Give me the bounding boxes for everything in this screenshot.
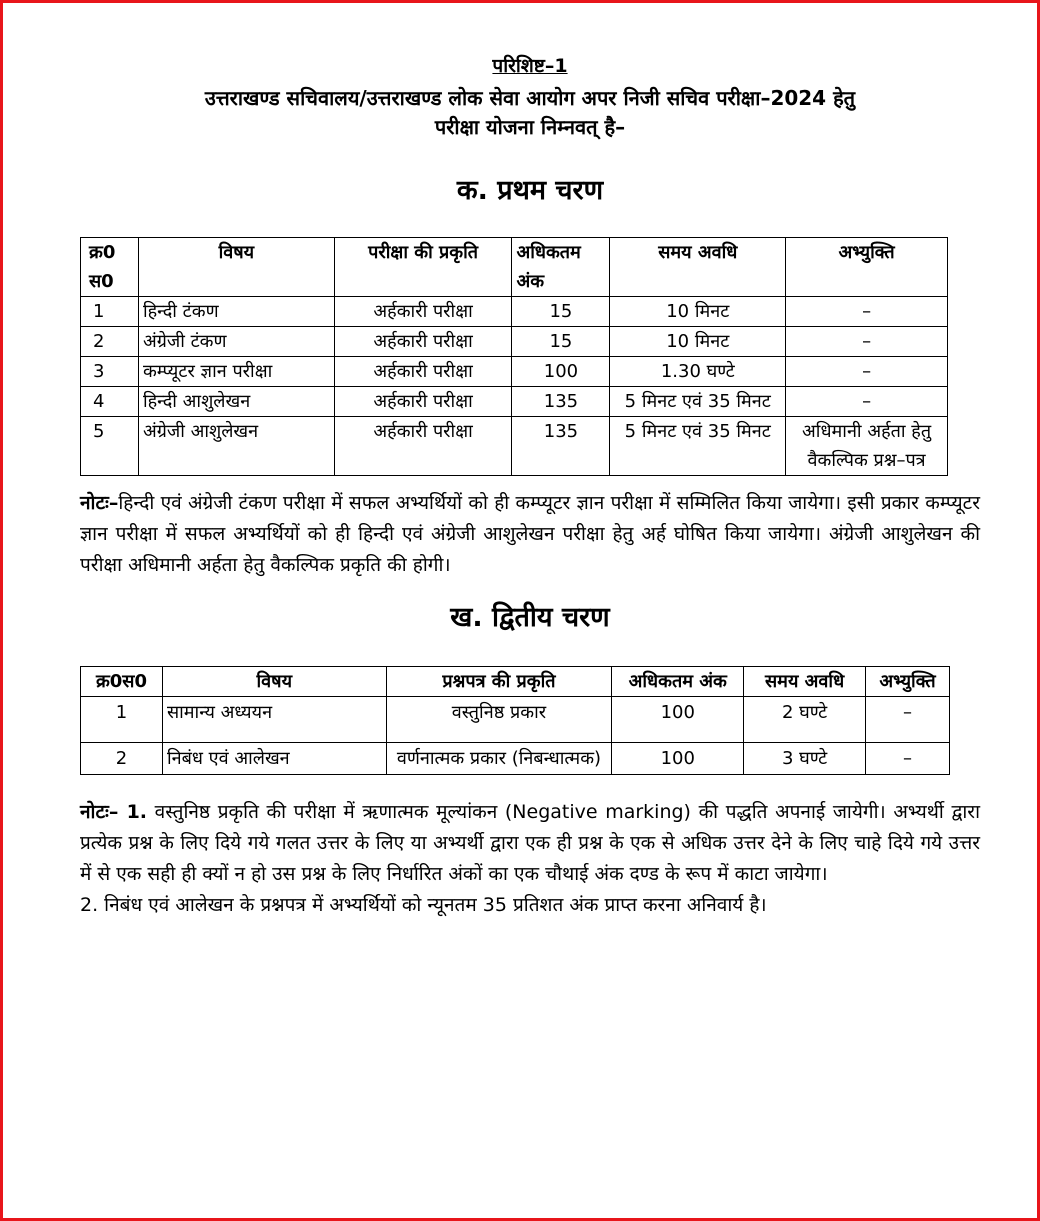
- cell-max-marks: 135: [512, 387, 610, 417]
- cell-duration: 3 घण्टे: [744, 743, 866, 775]
- cell-serial: 1: [81, 297, 139, 327]
- header-serial: क्र0स0: [81, 667, 163, 697]
- cell-remarks: –: [786, 387, 948, 417]
- document-content: [80, 52, 980, 921]
- cell-duration: 10 मिनट: [610, 327, 786, 357]
- header-remarks: अभ्युक्ति: [866, 667, 950, 697]
- cell-nature: अर्हकारी परीक्षा: [334, 417, 512, 476]
- cell-serial: 1: [81, 697, 163, 743]
- header-subject: विषय: [138, 238, 334, 297]
- cell-serial: 4: [81, 387, 139, 417]
- cell-nature: अर्हकारी परीक्षा: [334, 357, 512, 387]
- cell-subject: निबंध एवं आलेखन: [162, 743, 386, 775]
- note-text: हिन्दी एवं अंग्रेजी टंकण परीक्षा में सफल अभ्यर्थियों को ही कम्प्यूटर ज्ञान परीक्षा में सम्मिलित किया जायेगा। इसी प्रकार कम्प्यूटर ज्ञान परीक्षा में सफल अभ्यर्थियों को ही हिन्दी एवं अंग्रेजी आशुलेखन परीक्षा हेतु अर्ह घोषित किया जायेगा। अंग्रेजी आशुलेखन की परीक्षा अधिमानी अर्हता हेतु वैकल्पिक प्रकृति की होगी।: [80, 492, 980, 576]
- appendix-title: परिशिष्ट–1: [492, 55, 568, 77]
- header-remarks: अभ्युक्ति: [786, 238, 948, 297]
- stage2-table: [80, 666, 950, 775]
- cell-max-marks: 135: [512, 417, 610, 476]
- cell-nature: अर्हकारी परीक्षा: [334, 327, 512, 357]
- stage2-title: ख. द्वितीय चरण: [450, 602, 610, 633]
- cell-subject: कम्प्यूटर ज्ञान परीक्षा: [138, 357, 334, 387]
- cell-duration: 5 मिनट एवं 35 मिनट: [610, 417, 786, 476]
- cell-remarks: –: [866, 697, 950, 743]
- table-row: [81, 697, 950, 743]
- cell-remarks: अधिमानी अर्हता हेतु वैकल्पिक प्रश्न–पत्र: [786, 417, 948, 476]
- cell-paper-nature: वर्णनात्मक प्रकार (निबन्धात्मक): [386, 743, 612, 775]
- stage2-note: [80, 797, 980, 921]
- cell-max-marks: 15: [512, 297, 610, 327]
- cell-max-marks: 100: [512, 357, 610, 387]
- stage1-table: [80, 237, 948, 476]
- heading-line-1: उत्तराखण्ड सचिवालय/उत्तराखण्ड लोक सेवा आयोग अपर निजी सचिव परीक्षा–2024 हेतु: [204, 86, 856, 110]
- cell-subject: सामान्य अध्ययन: [162, 697, 386, 743]
- heading-line-2: परीक्षा योजना निम्नवत् है–: [434, 115, 626, 139]
- note-point-2: 2. निबंध एवं आलेखन के प्रश्नपत्र में अभ्यर्थियों को न्यूनतम 35 प्रतिशत अंक प्राप्त करना अनिवार्य है।: [80, 894, 767, 916]
- cell-duration: 1.30 घण्टे: [610, 357, 786, 387]
- cell-subject: हिन्दी आशुलेखन: [138, 387, 334, 417]
- note-point-1: वस्तुनिष्ठ प्रकृति की परीक्षा में ऋणात्मक मूल्यांकन (Negative marking) की पद्धति अपनाई जायेगी। अभ्यर्थी द्वारा प्रत्येक प्रश्न के लिए दिये गये गलत उत्तर के लिए या अभ्यर्थी द्वारा एक ही प्रश्न के एक से अधिक उत्तर देने के लिए चाहे दिये गये उत्तर में से एक सही ही क्यों न हो उस प्रश्न के लिए निर्धारित अंकों का एक चौथाई अंक दण्ड के रूप में काटा जायेगा।: [80, 801, 980, 885]
- cell-remarks: –: [786, 297, 948, 327]
- note-label: नोटः–: [80, 492, 119, 514]
- cell-paper-nature: वस्तुनिष्ठ प्रकार: [386, 697, 612, 743]
- cell-max-marks: 15: [512, 327, 610, 357]
- header-nature: परीक्षा की प्रकृति: [334, 238, 512, 297]
- stage2-header-row: [81, 667, 950, 697]
- cell-duration: 10 मिनट: [610, 297, 786, 327]
- cell-duration: 2 घण्टे: [744, 697, 866, 743]
- cell-duration: 5 मिनट एवं 35 मिनट: [610, 387, 786, 417]
- cell-subject: हिन्दी टंकण: [138, 297, 334, 327]
- cell-subject: अंग्रेजी टंकण: [138, 327, 334, 357]
- table-row: [81, 327, 948, 357]
- note-label: नोटः– 1.: [80, 801, 148, 823]
- table-row: [81, 387, 948, 417]
- header-paper-nature: प्रश्नपत्र की प्रकृति: [386, 667, 612, 697]
- header-serial: क्र0 स0: [81, 238, 139, 297]
- header-max-marks: अधिकतम अंक: [512, 238, 610, 297]
- header-duration: समय अवधि: [610, 238, 786, 297]
- cell-subject: अंग्रेजी आशुलेखन: [138, 417, 334, 476]
- cell-serial: 3: [81, 357, 139, 387]
- table-row: [81, 297, 948, 327]
- cell-serial: 2: [81, 327, 139, 357]
- table-row: [81, 357, 948, 387]
- cell-max-marks: 100: [612, 743, 744, 775]
- stage1-note: [80, 488, 980, 581]
- header-max-marks: अधिकतम अंक: [612, 667, 744, 697]
- cell-serial: 2: [81, 743, 163, 775]
- stage1-header-row: [81, 238, 948, 297]
- cell-max-marks: 100: [612, 697, 744, 743]
- cell-nature: अर्हकारी परीक्षा: [334, 387, 512, 417]
- cell-remarks: –: [786, 327, 948, 357]
- cell-nature: अर्हकारी परीक्षा: [334, 297, 512, 327]
- cell-remarks: –: [786, 357, 948, 387]
- cell-remarks: –: [866, 743, 950, 775]
- table-row: [81, 417, 948, 476]
- cell-serial: 5: [81, 417, 139, 476]
- stage1-title: क. प्रथम चरण: [456, 175, 604, 206]
- header-subject: विषय: [162, 667, 386, 697]
- table-row: [81, 743, 950, 775]
- header-duration: समय अवधि: [744, 667, 866, 697]
